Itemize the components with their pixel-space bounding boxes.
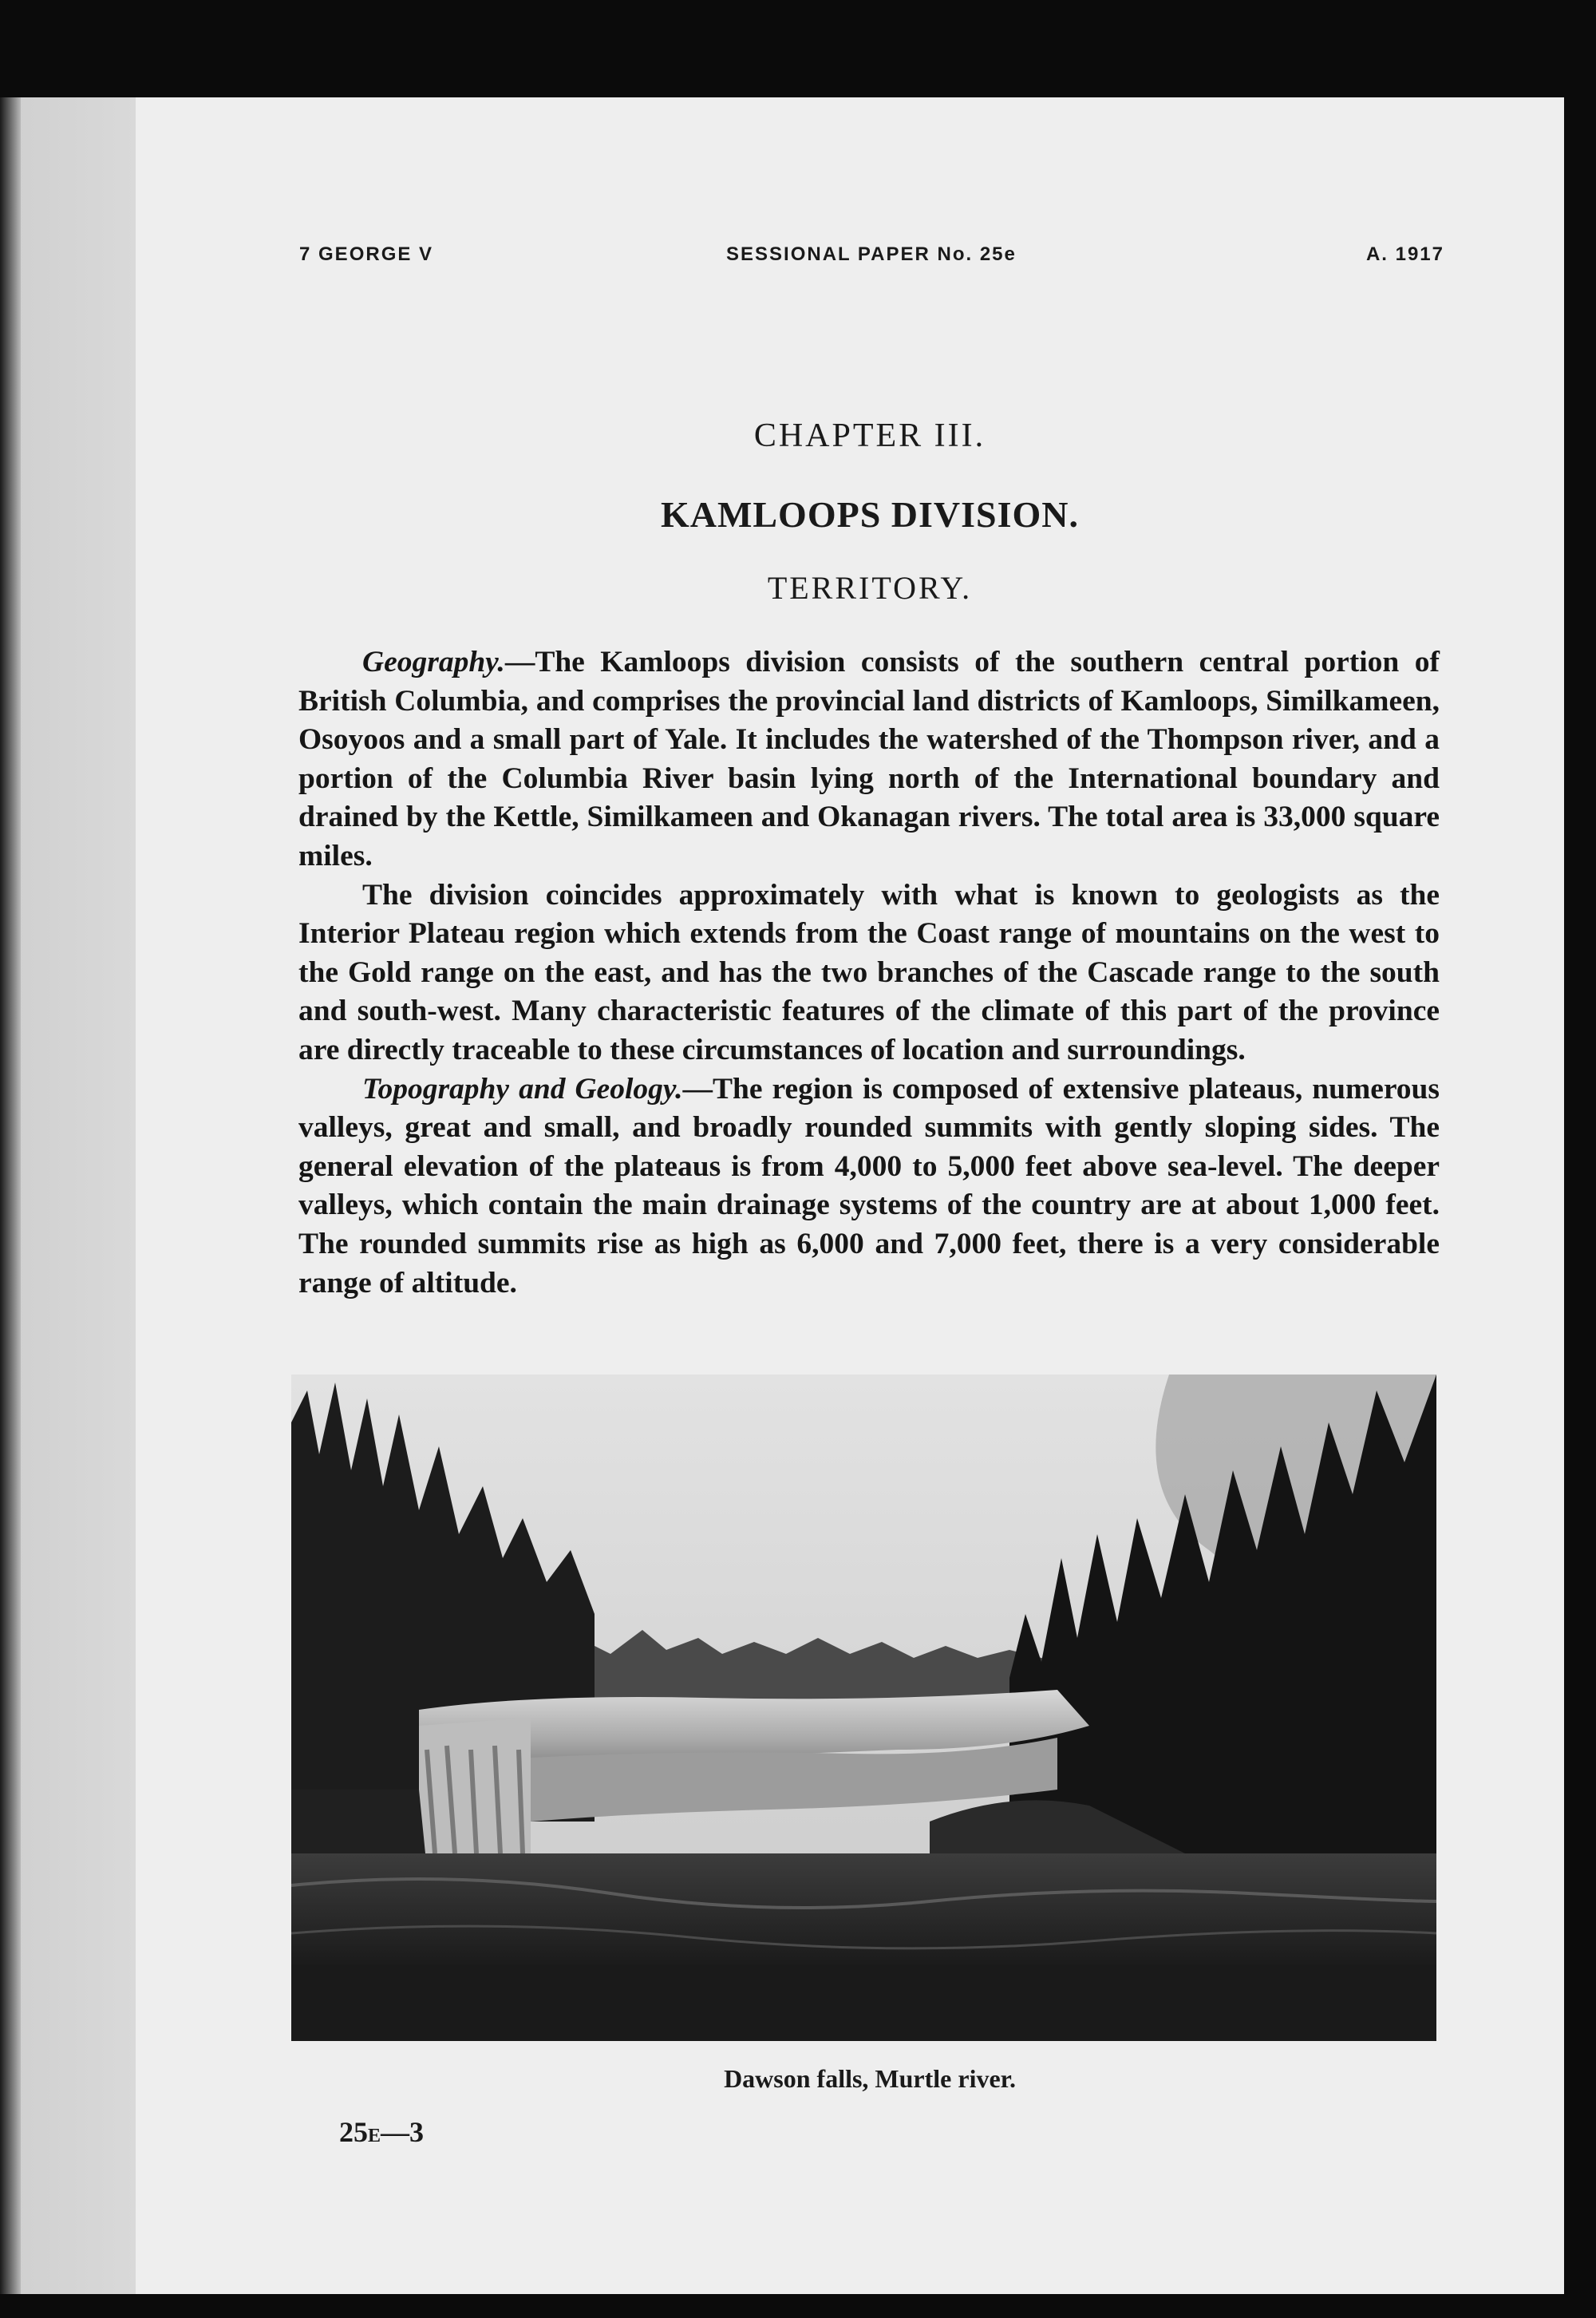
page-folio: [339, 2115, 424, 2149]
folio-number: 25: [339, 2116, 368, 2148]
running-header-right: A. 1917: [1365, 243, 1444, 265]
folio-suffix: E: [368, 2126, 381, 2146]
paragraph-lead: Topography and Geology.: [362, 1072, 683, 1106]
running-header-left: 7 GEORGE V: [299, 243, 434, 265]
running-header-center: SESSIONAL PAPER No. 25e: [726, 243, 1017, 265]
paragraph-text: The division coincides approximately with what is known to geologists as the Interior Plateau region which extends from the Coast range of mountains on the west to the Gold range on the east, and has the two branches of the Cascade range to the south and south-west. Many characteristic features of the climate of this part of the province are directly traceable to these circumstances of location and surroundings.: [298, 878, 1440, 1066]
division-title: KAMLOOPS DIVISION.: [660, 494, 1080, 535]
paragraph-text: —The Kamloops division consists of the southern central portion of British Columbia, and comprises the provincial land districts of Kamloops, Similkameen, Osoyoos and a small part of Yale. It includes the watershed of the Thompson river, and a portion of the Columbia River basin lying north of the International boundary and drained by the Kettle, Similkameen and Okanagan rivers. The total area is 33,000 square miles.: [298, 646, 1440, 872]
folio-page: —3: [381, 2116, 425, 2148]
paragraph-division: [298, 876, 1440, 1070]
waterfall-photograph: [291, 1375, 1436, 2041]
chapter-heading: CHAPTER III.: [753, 417, 986, 454]
figure-caption: Dawson falls, Murtle river.: [724, 2064, 1016, 2093]
paragraph-lead: Geography.: [362, 646, 505, 678]
paragraph-geography: [298, 643, 1440, 876]
paragraph-text: —The region is composed of extensive plateaus, numerous valleys, great and small, and broadly rounded summits with gently sloping sides. The general elevation of the plateaus is from 4,000 to 5,000 feet above sea-level. The deeper valleys, which contain the main drainage systems of the country are at about 1,000 feet. The rounded summits rise as high as 6,000 and 7,000 feet, there is a very considerable range of altitude.: [298, 1072, 1440, 1299]
body-text: [298, 643, 1440, 1303]
paragraph-topography: [298, 1070, 1440, 1303]
previous-page-edge: [0, 97, 21, 2294]
section-title: TERRITORY.: [767, 570, 973, 606]
